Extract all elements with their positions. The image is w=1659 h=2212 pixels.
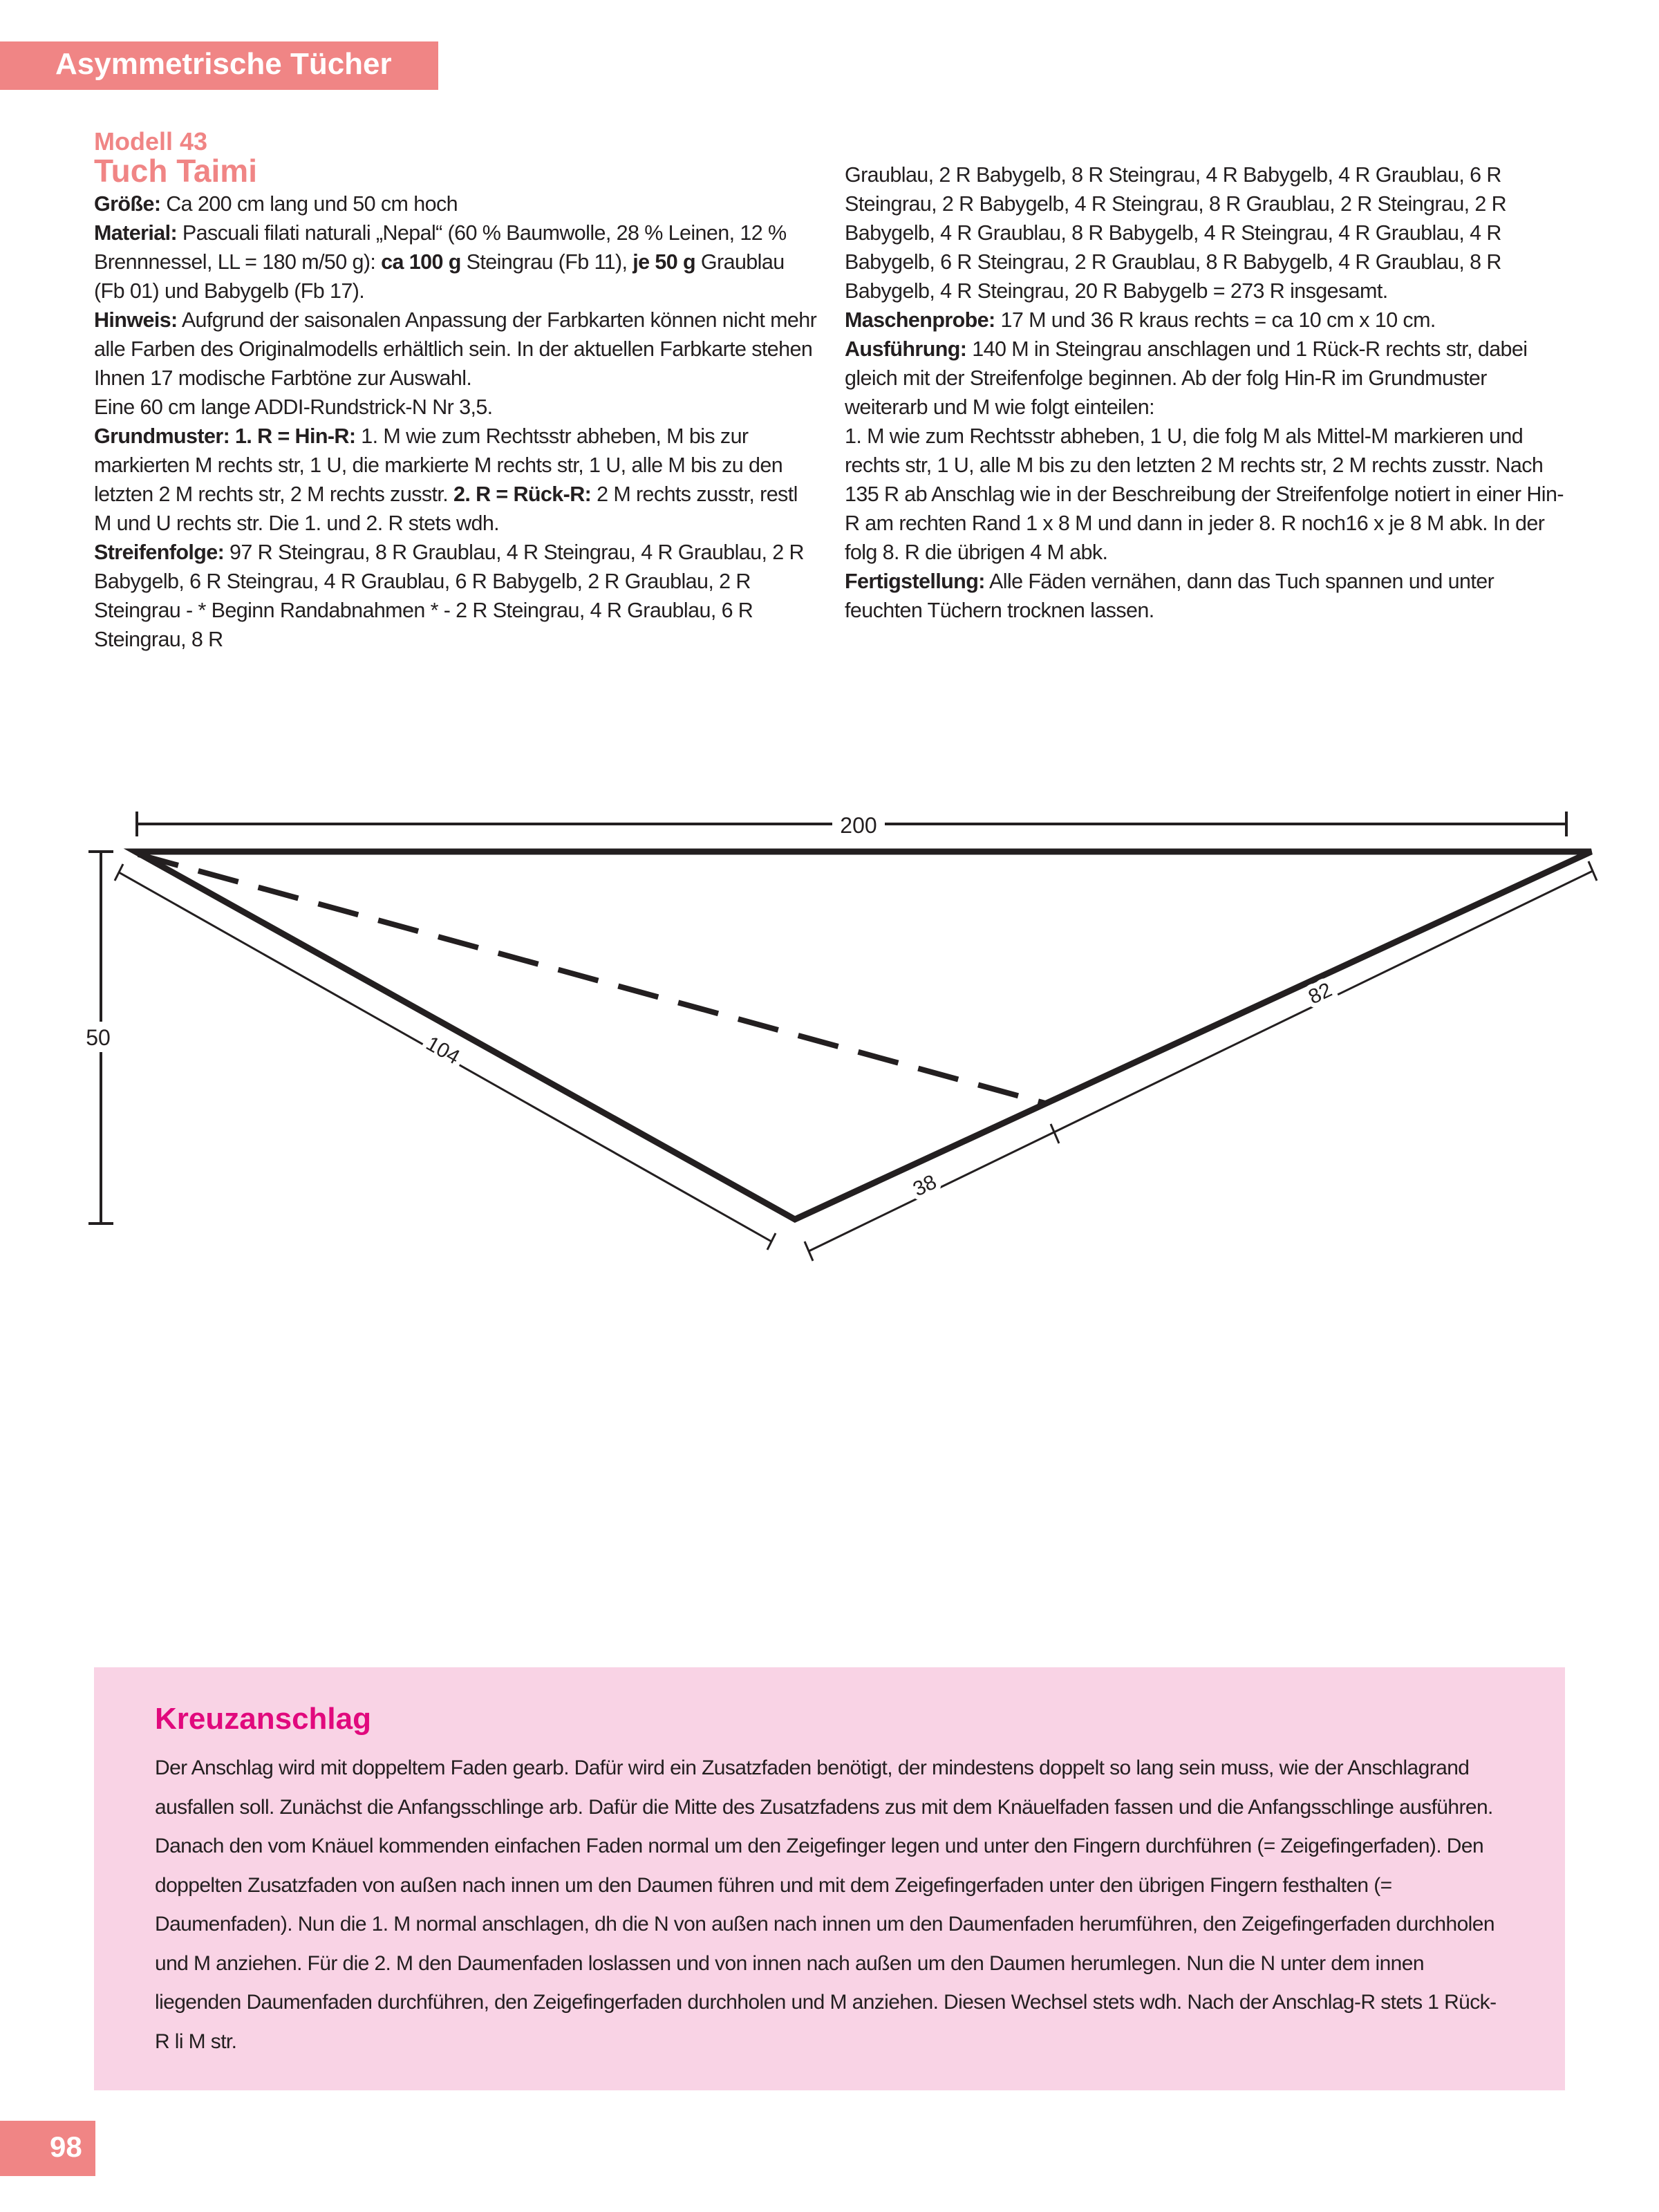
pattern-row1-label: 1. R = Hin-R:: [229, 424, 356, 448]
section-header-tab: [0, 41, 438, 90]
page-number: 98: [50, 2130, 82, 2163]
size-label: Größe:: [94, 192, 161, 216]
shawl-outline: [135, 852, 1591, 1219]
gauge-paragraph: [845, 306, 1571, 335]
stripe-text: 97 R Steingrau, 8 R Graublau, 4 R Steingrau, 4 R Graublau, 2 R Babygelb, 6 R Steingrau, 4 R Graublau, 6 R Babygelb, 2 R Graublau, 2 R Steingrau - * Beginn Randabnahmen * - 2 R Steingrau, 4 R Graublau, 6 R Steingrau, 8 R: [94, 541, 804, 651]
height-label: 50: [86, 1025, 111, 1050]
model-title: Tuch Taimi: [94, 153, 257, 189]
shawl-schematic: [0, 788, 1659, 1286]
section-title: Asymmetrische Tücher: [55, 47, 392, 81]
stripe-continued: Graublau, 2 R Babygelb, 8 R Steingrau, 4 R Babygelb, 4 R Graublau, 6 R Steingrau, 2 R Babygelb, 4 R Steingrau, 8 R Graublau, 2 R Steingrau, 2 R Babygelb, 4 R Graublau, 8 R Babygelb, 4 R Steingrau, 4 R Graublau, 4 R Babygelb, 6 R Steingrau, 2 R Graublau, 8 R Babygelb, 4 R Graublau, 8 R Babygelb, 4 R Steingrau, 20 R Babygelb = 273 R insgesamt.: [845, 163, 1507, 303]
material-text-3: Graublau (Fb 01) und Babygelb (Fb 17).: [94, 250, 785, 303]
note-paragraph: [94, 306, 817, 393]
material-paragraph: [94, 218, 817, 306]
pattern-row2-label: 2. R = Rück-R:: [453, 482, 592, 506]
execution-label: Ausführung:: [845, 337, 967, 361]
gauge-label: Maschenprobe:: [845, 308, 995, 332]
material-amount-1: ca 100 g: [381, 250, 461, 274]
right-lower-label: 38: [909, 1170, 941, 1201]
shawl-edges: [135, 852, 1591, 1219]
pattern-label: Grundmuster:: [94, 424, 230, 448]
left-edge-label: 104: [422, 1032, 464, 1069]
instructions-right-column: [845, 160, 1571, 625]
note-label: Hinweis:: [94, 308, 178, 332]
stripe-paragraph: [94, 538, 817, 654]
material-label: Material:: [94, 221, 178, 245]
cast-on-infobox: [94, 1667, 1565, 2090]
execution-paragraph: [845, 335, 1571, 422]
right-upper-label: 82: [1304, 978, 1336, 1009]
needle-paragraph: Eine 60 cm lange ADDI-Rundstrick-N Nr 3,5.: [94, 395, 493, 419]
pattern-paragraph: [94, 422, 817, 538]
material-text-2: Steingrau (Fb 11),: [460, 250, 633, 274]
pattern-row1-text: 1. M wie zum Rechtsstr abheben, M bis zur markierten M rechts str, 1 U, die markierte M rechts str, 1 U, alle M bis zu den letzten 2 M rechts str, 2 M rechts zusstr.: [94, 424, 783, 506]
instructions-left-column: [94, 129, 817, 654]
width-label: 200: [840, 813, 877, 838]
finishing-text: Alle Fäden vernähen, dann das Tuch spannen und unter feuchten Tüchern trocknen lassen.: [845, 570, 1494, 622]
stripe-label: Streifenfolge:: [94, 541, 225, 564]
material-text-1: Pascuali filati naturali „Nepal“ (60 % Baumwolle, 28 % Leinen, 12 % Brennnessel, LL = 180 m/50 g):: [94, 221, 787, 274]
gauge-text: 17 M und 36 R kraus rechts = ca 10 cm x 10 cm.: [995, 308, 1436, 332]
size-paragraph: [94, 189, 817, 218]
pattern-row2-text: 2 M rechts zusstr, restl M und U rechts str. Die 1. und 2. R stets wdh.: [94, 482, 798, 535]
execution-text-1: 140 M in Steingrau anschlagen und 1 Rück-R rechts str, dabei gleich mit der Streifenfolge beginnen. Ab der folg Hin-R im Grundmuster weiterarb und M wie folgt einteilen:: [845, 337, 1528, 419]
size-text: Ca 200 cm lang und 50 cm hoch: [160, 192, 458, 216]
infobox-title: Kreuzanschlag: [155, 1702, 371, 1736]
model-number: Modell 43: [94, 127, 208, 156]
page-number-tab: [0, 2121, 95, 2176]
finishing-paragraph: [845, 567, 1571, 625]
finishing-label: Fertigstellung:: [845, 570, 985, 593]
execution-paragraph-2: 1. M wie zum Rechtsstr abheben, 1 U, die folg M als Mittel-M markieren und rechts str, 1 U, alle M bis zu den letzten 2 M rechts str, 2 M rechts zusstr. Nach 135 R ab Anschlag wie in der Beschreibung der Streifenfolge notiert in einer Hin-R am rechten Rand 1 x 8 M und dann in jeder 8. R noch16 x je 8 M abk. In der folg 8. R die übrigen 4 M abk.: [845, 424, 1564, 564]
infobox-text: Der Anschlag wird mit doppeltem Faden gearb. Dafür wird ein Zusatzfaden benötigt, der mindestens doppelt so lang sein muss, wie der Anschlagrand ausfallen soll. Zunächst die Anfangsschlinge arb. Dafür die Mitte des Zusatzfadens zus mit dem Knäuelfaden fassen und die Anfangsschlinge ausführen. Danach den vom Knäuel kommenden einfachen Faden normal um den Zeigefinger legen und unter den Fingern durchführen (= Zeigefingerfaden). Den doppelten Zusatzfaden von außen nach innen um den Daumen führen und mit dem Zeigefingerfaden unter den übrigen Fingern festhalten (= Daumenfaden). Nun die 1. M normal anschlagen, dh die N von außen nach innen um den Daumenfaden herumführen, den Zeigefingerfaden durchholen und M anziehen. Für die 2. M den Daumenfaden loslassen und von innen nach außen um den Daumen herumlegen. Nun die N unter dem innen liegenden Daumenfaden durchführen, den Zeigefingerfaden durchholen und M anziehen. Diesen Wechsel stets wdh. Nach der Anschlag-R stets 1 Rück-R li M str.: [155, 1756, 1497, 2053]
stripe-dashed-line: [138, 854, 1045, 1103]
right-edge-dimension: [805, 861, 1597, 1261]
material-amount-2: je 50 g: [632, 250, 696, 274]
note-text: Aufgrund der saisonalen Anpassung der Farbkarten können nicht mehr alle Farben des Originalmodells erhältlich sein. In der aktuellen Farbkarte stehen Ihnen 17 modische Farbtöne zur Auswahl.: [94, 308, 817, 390]
